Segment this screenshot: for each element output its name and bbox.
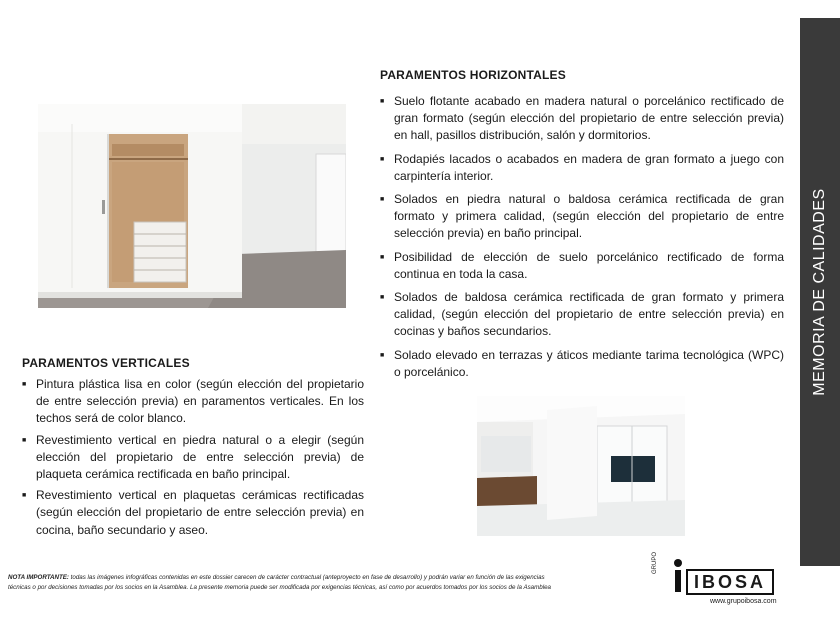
list-item: ■ Revestimiento vertical en piedra natural o a elegir (según elección del propietario de entre selección previa) de plaqueta cerámica rectificada en baño principal. bbox=[22, 432, 364, 484]
logo-name: IBOSA bbox=[686, 569, 774, 595]
horizontales-list bbox=[380, 93, 784, 381]
note-text: todas las imágenes infográficas contenidas en este dossier carecen de carácter contractual (anteproyecto en fase de desarrollo) y podrán variar en función de las exigencias técnicas o por decisiones tomadas por los socios en la Asamblea. La presente memoria puede ser modificada por exigencias técnicas, así como por acuerdos tomados por los socios de la Asamblea bbox=[8, 574, 551, 591]
list-item: ■ Rodapiés lacados o acabados en madera de gran formato a juego con carpintería interior. bbox=[380, 151, 784, 185]
room-photo bbox=[477, 396, 685, 536]
note-label: NOTA IMPORTANTE: bbox=[8, 574, 69, 581]
list-item: ■ Suelo flotante acabado en madera natural o porcelánico rectificado de gran formato (según elección del propietario de entre selección previa) en hall, pasillos distribución, salón y dormitorios. bbox=[380, 93, 784, 145]
list-item: ■ Solado elevado en terrazas y áticos mediante tarima tecnológica (WPC) o porcelánico. bbox=[380, 347, 784, 381]
side-tab bbox=[800, 18, 840, 566]
logo-url: www.grupoibosa.com bbox=[710, 598, 777, 605]
logo-grupo: GRUPO bbox=[652, 551, 658, 574]
horizontales-title: PARAMENTOS HORIZONTALES bbox=[380, 68, 566, 82]
verticales-section bbox=[22, 356, 364, 543]
logo-mark-icon bbox=[672, 558, 684, 592]
list-item: ■ Pintura plástica lisa en color (según elección del propietario de entre selección previa) en paramentos verticales. En los techos será de color blanco. bbox=[22, 376, 364, 428]
verticales-title: PARAMENTOS VERTICALES bbox=[22, 356, 190, 370]
side-tab-label: MEMORIA DE CALIDADES bbox=[811, 188, 828, 396]
list-item: ■ Solados en piedra natural o baldosa cerámica rectificada de gran formato y primera calidad, (según elección del propietario de entre selección previa) en baño principal. bbox=[380, 191, 784, 243]
ibosa-logo bbox=[652, 551, 792, 612]
list-item: ■ Revestimiento vertical en plaquetas cerámicas rectificadas (según elección del propietario de entre selección previa) en cocina, baño secundario y aseo. bbox=[22, 487, 364, 539]
list-item: ■ Posibilidad de elección de suelo porcelánico rectificado de forma continua en toda la casa. bbox=[380, 249, 784, 283]
important-note bbox=[8, 573, 568, 592]
list-item: ■ Solados de baldosa cerámica rectificada de gran formato y primera calidad, (según elección del propietario de entre selección previa) en cocinas y baños secundarios. bbox=[380, 289, 784, 341]
wardrobe-photo bbox=[38, 104, 346, 308]
horizontales-section bbox=[380, 68, 784, 387]
verticales-list bbox=[22, 376, 364, 539]
